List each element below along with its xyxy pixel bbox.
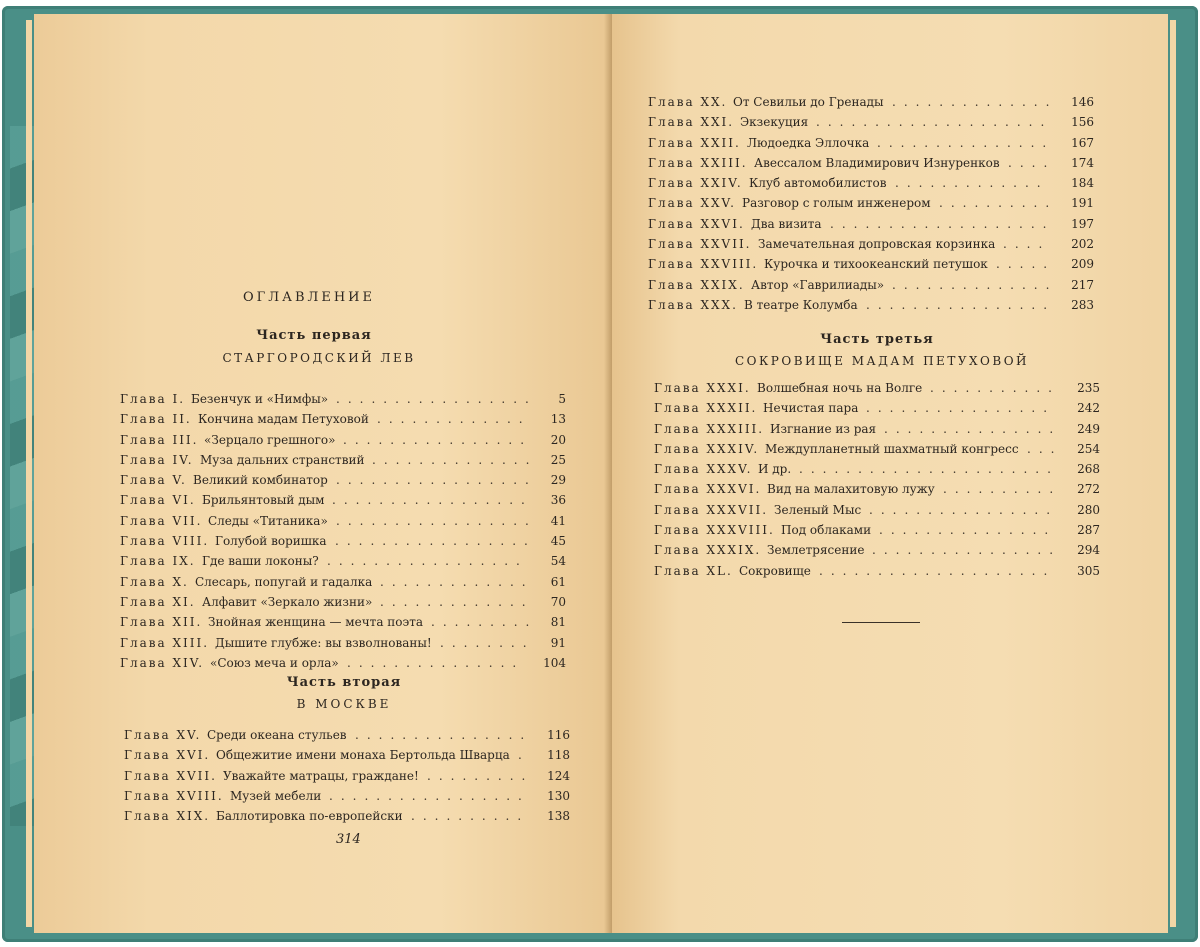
leader-dots: ........... xyxy=(930,381,1060,395)
chapter-page-number: 20 xyxy=(550,432,566,447)
toc-entry xyxy=(654,459,1100,479)
chapter-label: Глава IV. xyxy=(120,452,194,467)
leader-dots: .......... xyxy=(411,809,530,824)
leader-dots: ................ xyxy=(869,502,1059,517)
chapter-title: В театре Колумба xyxy=(744,297,858,312)
toc-entry xyxy=(648,275,1094,295)
leader-dots: ... xyxy=(1027,441,1063,456)
chapter-title: Под облаками xyxy=(781,523,872,538)
leader-dots: ......... xyxy=(431,615,538,630)
chapter-label: Глава IX. xyxy=(120,554,196,569)
toc-entry xyxy=(654,479,1100,499)
toc-entry xyxy=(120,653,566,673)
chapter-label: Глава XXV. xyxy=(648,196,736,211)
leader-dots: . xyxy=(518,748,530,763)
toc-entry xyxy=(124,786,570,806)
chapter-page-number: 104 xyxy=(543,655,566,670)
chapter-page-number: 254 xyxy=(1077,441,1100,456)
toc-part1-list xyxy=(120,389,566,673)
leader-dots: ............... xyxy=(879,523,1057,538)
chapter-title: Автор «Гаврилиады» xyxy=(751,277,885,292)
chapter-label: Глава XV. xyxy=(124,728,202,742)
chapter-page-number: 156 xyxy=(1071,115,1094,130)
chapter-label: Глава II. xyxy=(120,412,192,427)
toc-entry xyxy=(120,409,566,429)
chapter-label: Глава XIV. xyxy=(120,655,205,670)
toc-entry xyxy=(654,439,1100,459)
chapter-label: Глава XXVII. xyxy=(648,237,752,252)
chapter-label: Глава XVI. xyxy=(124,748,211,763)
chapter-title: «Зерцало грешного» xyxy=(204,432,336,447)
leader-dots: .................... xyxy=(816,115,1053,130)
toc-entry xyxy=(654,500,1100,520)
toc-entry xyxy=(120,612,566,632)
part1-label: Часть первая xyxy=(256,328,372,343)
toc-entry xyxy=(120,450,566,470)
chapter-label: Глава XIX. xyxy=(124,809,211,824)
chapter-page-number: 217 xyxy=(1071,277,1094,292)
chapter-title: Великий комбинатор xyxy=(193,473,328,488)
leader-dots: .... xyxy=(1003,237,1051,252)
chapter-title: Муза дальних странствий xyxy=(200,452,365,467)
chapter-title: Безенчук и «Нимфы» xyxy=(191,392,329,406)
chapter-title: Брильянтовый дым xyxy=(202,493,325,508)
leader-dots: ............... xyxy=(884,421,1062,436)
chapter-title: «Союз меча и орла» xyxy=(210,655,339,670)
chapter-title: Уважайте матрацы, граждане! xyxy=(223,768,419,783)
toc-entry xyxy=(648,193,1094,213)
chapter-page-number: 283 xyxy=(1071,297,1094,312)
toc-part3-list xyxy=(654,378,1100,581)
chapter-title: Разговор с голым инженером xyxy=(742,196,931,211)
chapter-label: Глава V. xyxy=(120,473,187,488)
leader-dots: ............. xyxy=(380,574,534,589)
leader-dots: ..... xyxy=(996,257,1056,272)
chapter-label: Глава XXXIII. xyxy=(654,421,765,436)
chapter-page-number: 242 xyxy=(1077,401,1100,416)
chapter-page-number: 13 xyxy=(550,412,566,427)
toc-entry xyxy=(648,112,1094,132)
chapter-title: Голубой воришка xyxy=(215,534,327,549)
chapter-page-number: 70 xyxy=(550,594,566,609)
toc-entry xyxy=(648,173,1094,193)
chapter-page-number: 174 xyxy=(1071,155,1094,170)
part1-name: СТАРГОРОДСКИЙ ЛЕВ xyxy=(222,351,416,365)
leader-dots: .............. xyxy=(892,95,1058,109)
chapter-page-number: 202 xyxy=(1071,237,1094,252)
toc-entry xyxy=(648,92,1094,112)
leader-dots: .... xyxy=(1008,155,1056,170)
chapter-title: Курочка и тихоокеанский петушок xyxy=(764,257,988,272)
chapter-title: От Севильи до Гренады xyxy=(733,95,884,109)
chapter-page-number: 91 xyxy=(550,635,566,650)
chapter-title: Зеленый Мыс xyxy=(774,502,862,517)
toc-entry xyxy=(648,133,1094,153)
chapter-label: Глава XXIX. xyxy=(648,277,745,292)
chapter-title: Экзекуция xyxy=(740,115,809,130)
chapter-title: Кончина мадам Петуховой xyxy=(198,412,369,427)
leader-dots: ........ xyxy=(440,635,535,650)
chapter-label: Глава XXII. xyxy=(648,135,741,150)
leader-dots: ................... xyxy=(830,216,1055,231)
toc-entry xyxy=(120,389,566,409)
toc-entry xyxy=(120,470,566,490)
chapter-title: Изгнание из рая xyxy=(770,421,877,436)
chapter-page-number: 235 xyxy=(1077,381,1100,395)
chapter-label: Глава XXXVIII. xyxy=(654,523,775,538)
toc-title: ОГЛАВЛЕНИЕ xyxy=(242,290,375,305)
part3-label: Часть третья xyxy=(820,332,934,347)
chapter-label: Глава XVII. xyxy=(124,768,217,783)
chapter-page-number: 197 xyxy=(1071,216,1094,231)
chapter-title: Междупланетный шахматный конгресс xyxy=(765,441,1019,456)
chapter-label: Глава X. xyxy=(120,574,189,589)
chapter-label: Глава XXXIX. xyxy=(654,543,762,558)
chapter-page-number: 272 xyxy=(1077,482,1100,497)
chapter-title: Землетрясение xyxy=(767,543,865,558)
chapter-page-number: 61 xyxy=(550,574,566,589)
toc-entry xyxy=(654,378,1100,398)
toc-entry xyxy=(120,511,566,531)
chapter-label: Глава XXX. xyxy=(648,297,738,312)
leader-dots: .............. xyxy=(892,277,1058,292)
leader-dots: ................. xyxy=(336,473,537,488)
leader-dots: .............. xyxy=(372,452,538,467)
toc-entry xyxy=(648,234,1094,254)
leader-dots: ...................... xyxy=(799,462,1059,477)
toc-entry xyxy=(654,540,1100,560)
chapter-page-number: 280 xyxy=(1077,502,1100,517)
chapter-label: Глава XXI. xyxy=(648,115,735,130)
chapter-label: Глава XIII. xyxy=(120,635,210,650)
leader-dots: ............... xyxy=(355,728,533,742)
leader-dots: ................ xyxy=(872,543,1062,558)
leader-dots: ............. xyxy=(377,412,531,427)
toc-entry xyxy=(648,295,1094,315)
toc-entry xyxy=(120,592,566,612)
chapter-title: Среди океана стульев xyxy=(207,728,347,742)
chapter-label: Глава XII. xyxy=(120,615,203,630)
chapter-label: Глава XL. xyxy=(654,563,733,578)
page-number: 314 xyxy=(336,832,361,847)
chapter-page-number: 287 xyxy=(1077,523,1100,538)
chapter-label: Глава I. xyxy=(120,392,186,406)
chapter-title: Следы «Титаника» xyxy=(208,513,328,528)
chapter-title: Сокровище xyxy=(739,563,811,578)
chapter-title: Замечательная допровская корзинка xyxy=(758,237,996,252)
chapter-label: Глава XXXIV. xyxy=(654,441,760,456)
chapter-page-number: 41 xyxy=(550,513,566,528)
leader-dots: ................. xyxy=(329,788,530,803)
leader-dots: ................. xyxy=(332,493,533,508)
leader-dots: ......... xyxy=(427,768,534,783)
chapter-title: Общежитие имени монаха Бертольда Шварца xyxy=(216,748,510,763)
toc-entry xyxy=(648,254,1094,274)
chapter-page-number: 130 xyxy=(547,788,570,803)
chapter-page-number: 191 xyxy=(1071,196,1094,211)
left-page xyxy=(34,14,612,933)
leader-dots: ............. xyxy=(895,176,1049,191)
chapter-page-number: 25 xyxy=(550,452,566,467)
chapter-title: Алфавит «Зеркало жизни» xyxy=(202,594,373,609)
chapter-title: Нечистая пара xyxy=(763,401,859,416)
chapter-label: Глава XXXVI. xyxy=(654,482,762,497)
chapter-page-number: 116 xyxy=(547,728,570,742)
chapter-title: Баллотировка по-европейски xyxy=(216,809,403,824)
leader-dots: ................. xyxy=(336,392,537,406)
chapter-label: Глава XXIII. xyxy=(648,155,748,170)
chapter-label: Глава XX. xyxy=(648,95,728,109)
chapter-title: Волшебная ночь на Волге xyxy=(757,381,923,395)
chapter-page-number: 54 xyxy=(550,554,566,569)
chapter-page-number: 209 xyxy=(1071,257,1094,272)
chapter-page-number: 294 xyxy=(1077,543,1100,558)
toc-entry xyxy=(648,153,1094,173)
chapter-label: Глава XXXI. xyxy=(654,381,751,395)
toc-entry xyxy=(124,766,570,786)
chapter-page-number: 36 xyxy=(550,493,566,508)
toc-entry xyxy=(120,531,566,551)
chapter-title: Где ваши локоны? xyxy=(202,554,319,569)
leader-dots: .......... xyxy=(939,196,1058,211)
leader-dots: .................... xyxy=(819,563,1056,578)
toc-entry xyxy=(654,419,1100,439)
toc-entry xyxy=(654,520,1100,540)
right-page xyxy=(612,14,1168,933)
leader-dots: ............... xyxy=(877,135,1055,150)
part3-name: СОКРОВИЩЕ МАДАМ ПЕТУХОВОЙ xyxy=(735,354,1029,368)
leader-dots: ................. xyxy=(335,534,536,549)
chapter-label: Глава VIII. xyxy=(120,534,210,549)
part2-label: Часть вторая xyxy=(286,675,402,690)
leader-dots: ................ xyxy=(866,401,1056,416)
chapter-title: Слесарь, попугай и гадалка xyxy=(195,574,373,589)
chapter-title: Вид на малахитовую лужу xyxy=(767,482,935,497)
chapter-label: Глава XVIII. xyxy=(124,788,224,803)
page-edge-left xyxy=(26,20,32,927)
chapter-page-number: 138 xyxy=(547,809,570,824)
chapter-title: Авессалом Владимирович Изнуренков xyxy=(754,155,1000,170)
leader-dots: ................ xyxy=(343,432,533,447)
chapter-page-number: 167 xyxy=(1071,135,1094,150)
chapter-title: Музей мебели xyxy=(230,788,322,803)
toc-entry xyxy=(648,214,1094,234)
toc-entry xyxy=(124,725,570,745)
leader-dots: ............... xyxy=(347,655,525,670)
toc-entry xyxy=(120,551,566,571)
chapter-label: Глава VII. xyxy=(120,513,203,528)
leader-dots: ................ xyxy=(866,297,1056,312)
chapter-title: Два визита xyxy=(751,216,822,231)
chapter-page-number: 29 xyxy=(550,473,566,488)
chapter-page-number: 81 xyxy=(550,615,566,630)
chapter-label: Глава XXIV. xyxy=(648,176,743,191)
toc-entry xyxy=(120,633,566,653)
toc-entry xyxy=(124,745,570,765)
chapter-title: Знойная женщина — мечта поэта xyxy=(208,615,424,630)
toc-entry xyxy=(124,806,570,826)
chapter-page-number: 146 xyxy=(1071,95,1094,109)
toc-entry xyxy=(120,430,566,450)
leader-dots: .......... xyxy=(943,482,1062,497)
chapter-label: Глава XI. xyxy=(120,594,196,609)
part2-name: В МОСКВЕ xyxy=(296,697,392,711)
chapter-label: Глава XXVI. xyxy=(648,216,745,231)
chapter-page-number: 118 xyxy=(547,748,570,763)
leader-dots: ................. xyxy=(327,554,528,569)
toc-part2-continued-list xyxy=(648,92,1094,315)
leader-dots: ................. xyxy=(336,513,537,528)
chapter-page-number: 268 xyxy=(1077,462,1100,477)
chapter-title: Клуб автомобилистов xyxy=(749,176,887,191)
chapter-page-number: 305 xyxy=(1077,563,1100,578)
chapter-label: Глава XXXVII. xyxy=(654,502,769,517)
chapter-label: Глава XXXV. xyxy=(654,462,753,477)
leader-dots: ............. xyxy=(380,594,534,609)
chapter-label: Глава XXXII. xyxy=(654,401,758,416)
end-rule xyxy=(842,622,920,623)
toc-part2-list xyxy=(124,725,570,826)
chapter-page-number: 249 xyxy=(1077,421,1100,436)
chapter-page-number: 45 xyxy=(550,534,566,549)
chapter-label: Глава VI. xyxy=(120,493,196,508)
chapter-page-number: 5 xyxy=(558,392,566,406)
chapter-page-number: 184 xyxy=(1071,176,1094,191)
chapter-label: Глава XXVIII. xyxy=(648,257,759,272)
toc-entry xyxy=(654,398,1100,418)
chapter-page-number: 124 xyxy=(547,768,570,783)
toc-entry xyxy=(654,561,1100,581)
page-edge-right xyxy=(1170,20,1176,927)
chapter-title: Дышите глубже: вы взволнованы! xyxy=(215,635,432,650)
toc-entry xyxy=(120,490,566,510)
chapter-title: Людоедка Эллочка xyxy=(747,135,870,150)
chapter-label: Глава III. xyxy=(120,432,199,447)
toc-entry xyxy=(120,572,566,592)
chapter-title: И др. xyxy=(758,462,792,477)
